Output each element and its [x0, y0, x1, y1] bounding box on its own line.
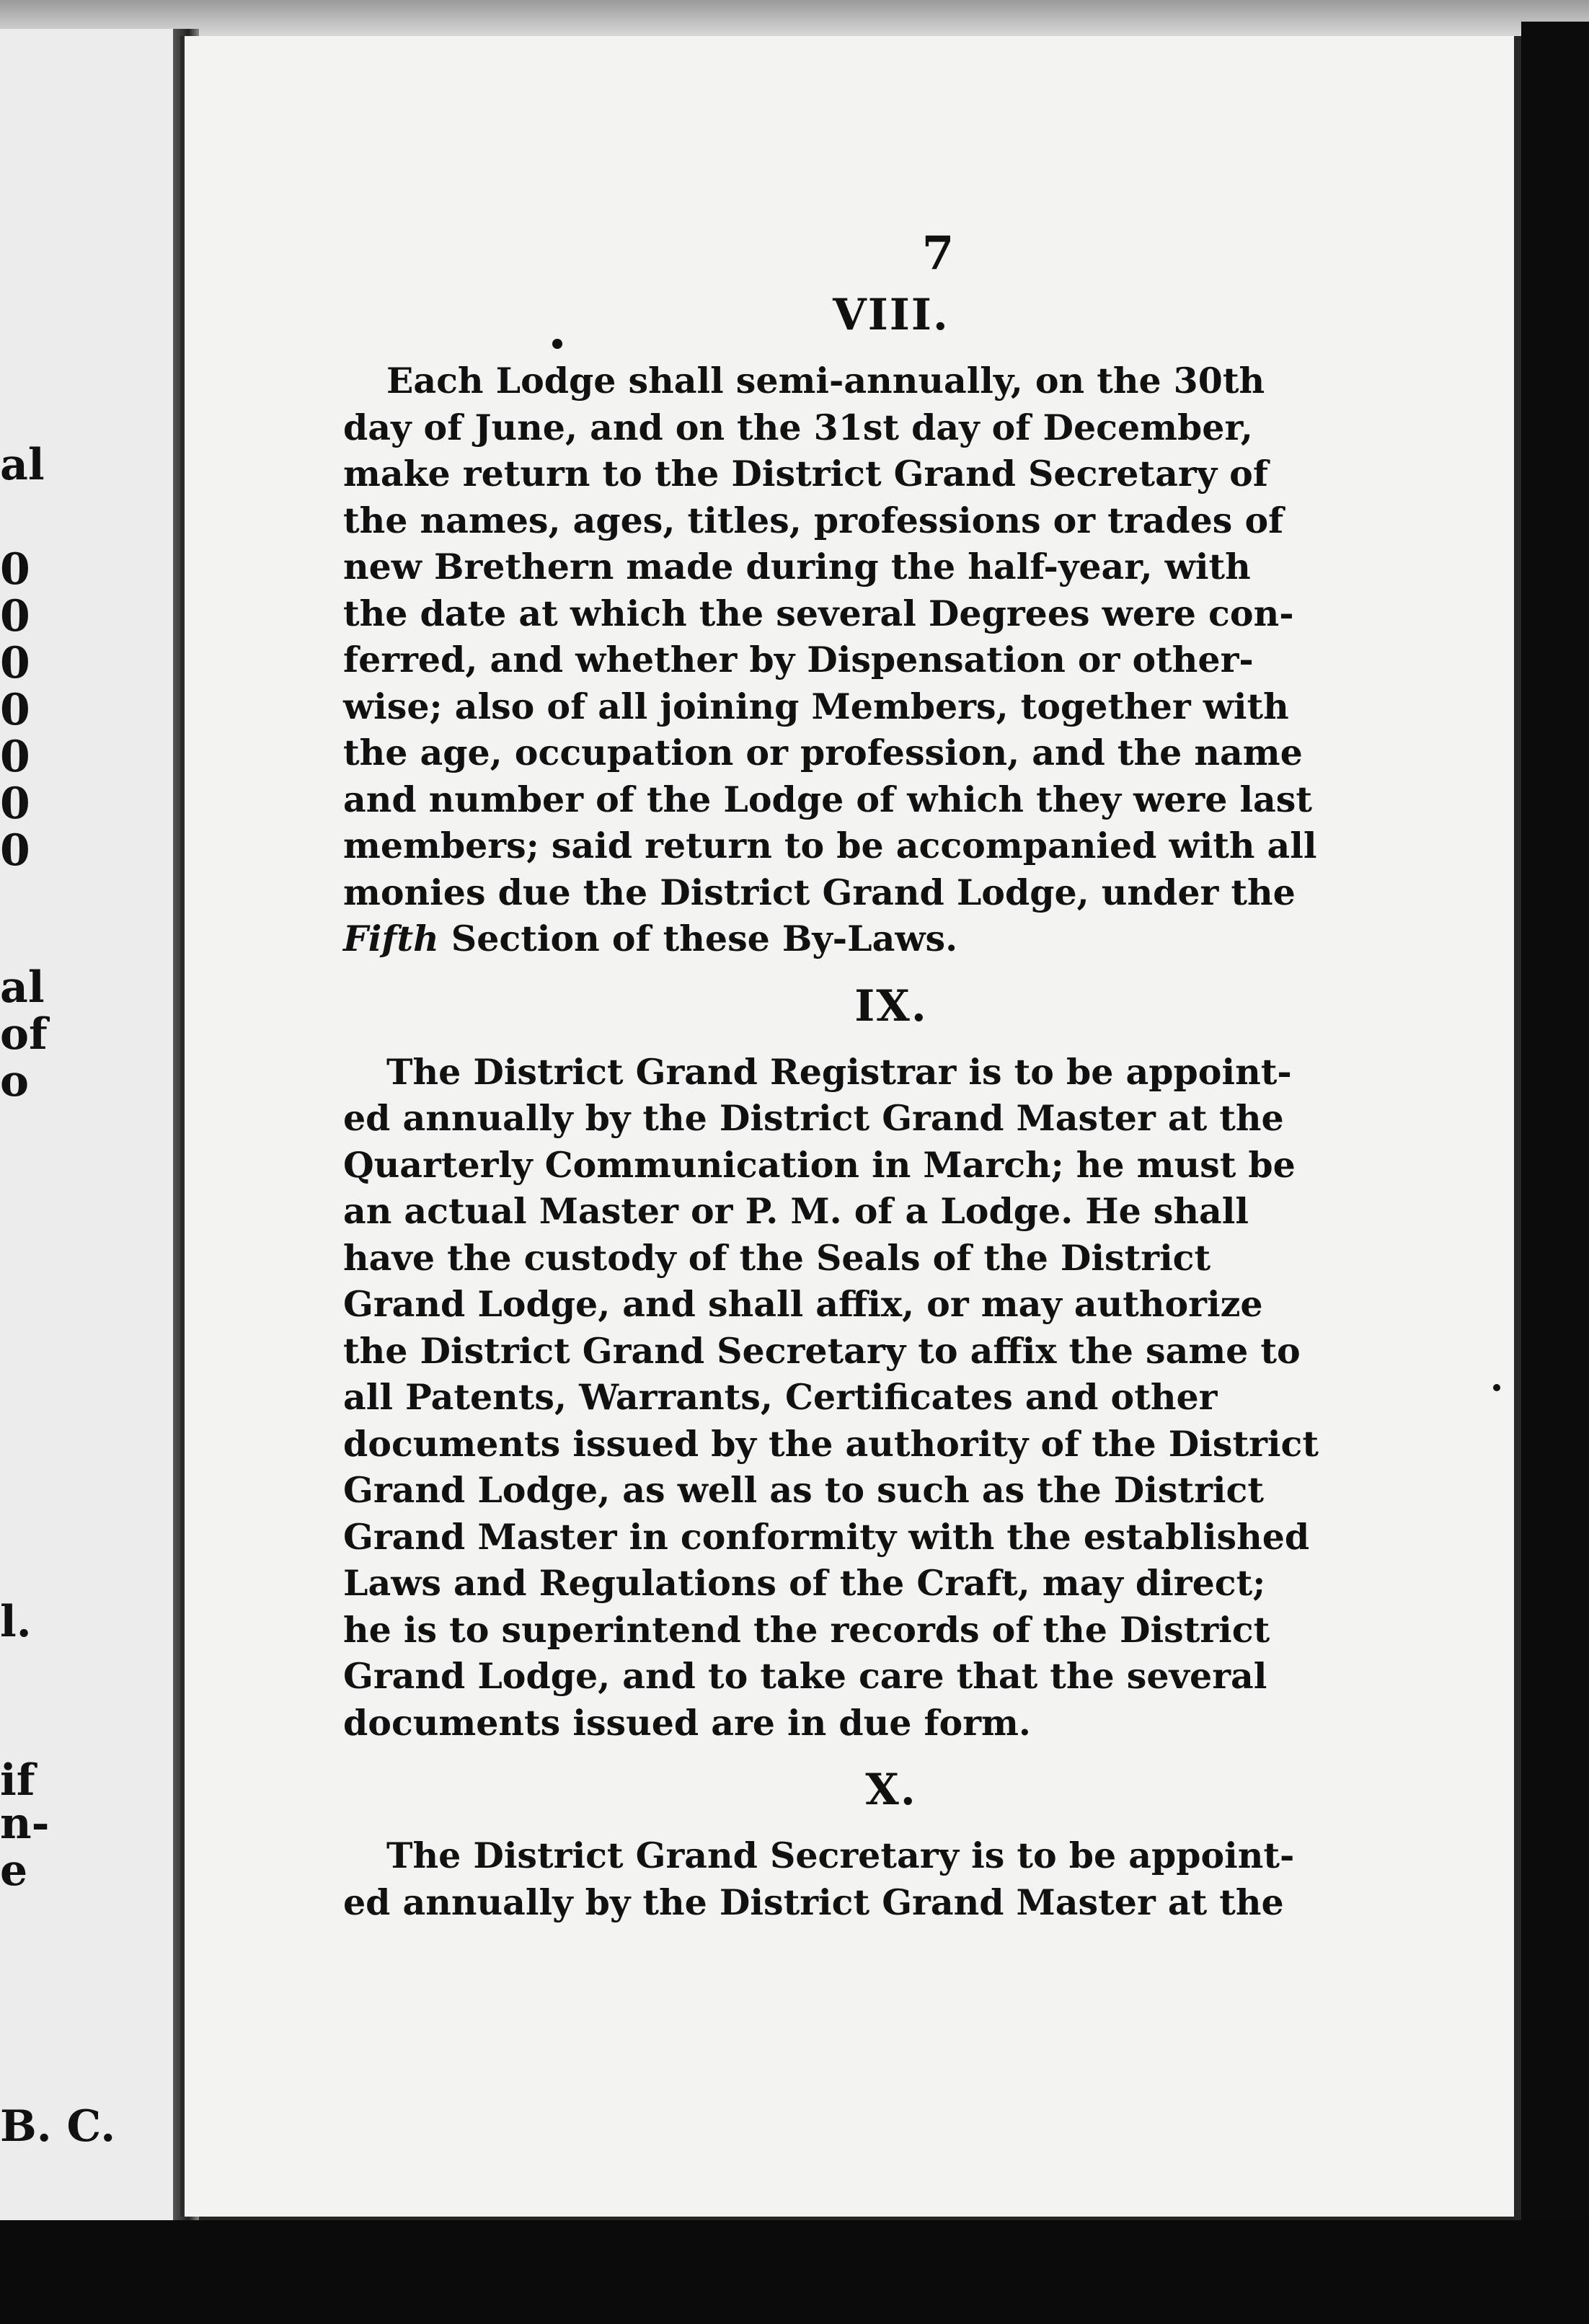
text-line: ed annually by the District Grand Master at the: [343, 1881, 1284, 1923]
section-body: [343, 1049, 1353, 1747]
text-line: The District Grand Secretary is to be appoint-: [386, 1835, 1295, 1876]
facing-page: [0, 29, 173, 2235]
text-line: documents issued are in due form.: [343, 1701, 1031, 1744]
book-page: [180, 36, 1514, 2217]
facing-page-fragment: of: [0, 1009, 48, 1060]
text-line: [343, 915, 1353, 962]
section-body: [343, 358, 1353, 962]
text-line: Laws and Regulations of the Craft, may direct;: [343, 1562, 1266, 1604]
text-line: monies due the District Grand Lodge, under the: [343, 871, 1296, 913]
text-line: wise; also of all joining Members, together with: [343, 685, 1289, 727]
text-line: an actual Master or P. M. of a Lodge. He shall: [343, 1190, 1249, 1232]
text-line: Each Lodge shall semi-annually, on the 30th: [386, 360, 1265, 402]
text-line: documents issued by the authority of the District: [343, 1422, 1319, 1465]
facing-page-fragment: n-: [0, 1799, 50, 1849]
facing-page-fragment: l.: [0, 1597, 32, 1647]
text-line: The District Grand Registrar is to be appoint-: [386, 1050, 1292, 1093]
text-line: he is to superintend the records of the District: [343, 1608, 1270, 1651]
facing-page-text: [0, 29, 173, 2235]
facing-page-fragment: e: [0, 1845, 28, 1896]
text-line: all Patents, Warrants, Certificates and other: [343, 1376, 1218, 1418]
facing-page-fragment: al: [0, 440, 45, 490]
text-line: the age, occupation or profession, and the name: [343, 732, 1303, 773]
facing-page-fragment: 0: [0, 638, 30, 688]
facing-page-fragment: 0: [0, 591, 30, 642]
text-line: Grand Lodge, as well as to such as the District: [343, 1469, 1264, 1511]
section-heading: X.: [865, 1765, 917, 1815]
text-line: make return to the District Grand Secretary of: [343, 453, 1268, 494]
facing-page-fragment: 0: [0, 685, 30, 735]
text-line: the date at which the several Degrees were con-: [343, 592, 1294, 634]
text-line-rest: Section of these By-Laws.: [438, 918, 958, 959]
text-line: day of June, and on the 31st day of December,: [343, 406, 1253, 448]
book-right-edge: [1521, 22, 1589, 2324]
facing-page-fragment: 0: [0, 544, 30, 595]
section-heading: VIII.: [833, 290, 950, 340]
text-line: the names, ages, titles, professions or trades of: [343, 499, 1284, 541]
book-top-edge: [0, 0, 1589, 36]
facing-page-fragment: o: [0, 1056, 30, 1106]
facing-page-fragment: 0: [0, 779, 30, 829]
text-line: Grand Lodge, and to take care that the several: [343, 1655, 1267, 1697]
text-line: Grand Lodge, and shall affix, or may authorize: [343, 1283, 1263, 1325]
book-bottom-edge: [0, 2220, 1589, 2324]
text-line: Quarterly Communication in March; he must be: [343, 1143, 1296, 1186]
facing-page-fragment: B. C.: [0, 2101, 116, 2152]
page-number: 7: [921, 226, 955, 280]
section-body: [343, 1832, 1353, 1925]
facing-page-fragment: 0: [0, 732, 30, 782]
facing-page-fragment: 0: [0, 825, 30, 876]
page-content: [343, 226, 1353, 1946]
text-line: Grand Master in conformity with the established: [343, 1515, 1310, 1558]
text-line: ed annually by the District Grand Master at the: [343, 1097, 1284, 1139]
emphasis-text: Fifth: [343, 918, 439, 959]
text-line: members; said return to be accompanied with all: [343, 825, 1317, 866]
facing-page-fragment: if: [0, 1755, 35, 1806]
text-line: the District Grand Secretary to affix the same to: [343, 1329, 1301, 1372]
print-speck: [1493, 1384, 1500, 1391]
text-line: have the custody of the Seals of the District: [343, 1236, 1211, 1279]
text-line: and number of the Lodge of which they were last: [343, 778, 1313, 820]
facing-page-fragment: al: [0, 962, 45, 1013]
section-heading: IX.: [854, 980, 928, 1032]
text-line: new Brethern made during the half-year, with: [343, 546, 1251, 587]
text-line: ferred, and whether by Dispensation or other-: [343, 639, 1254, 680]
